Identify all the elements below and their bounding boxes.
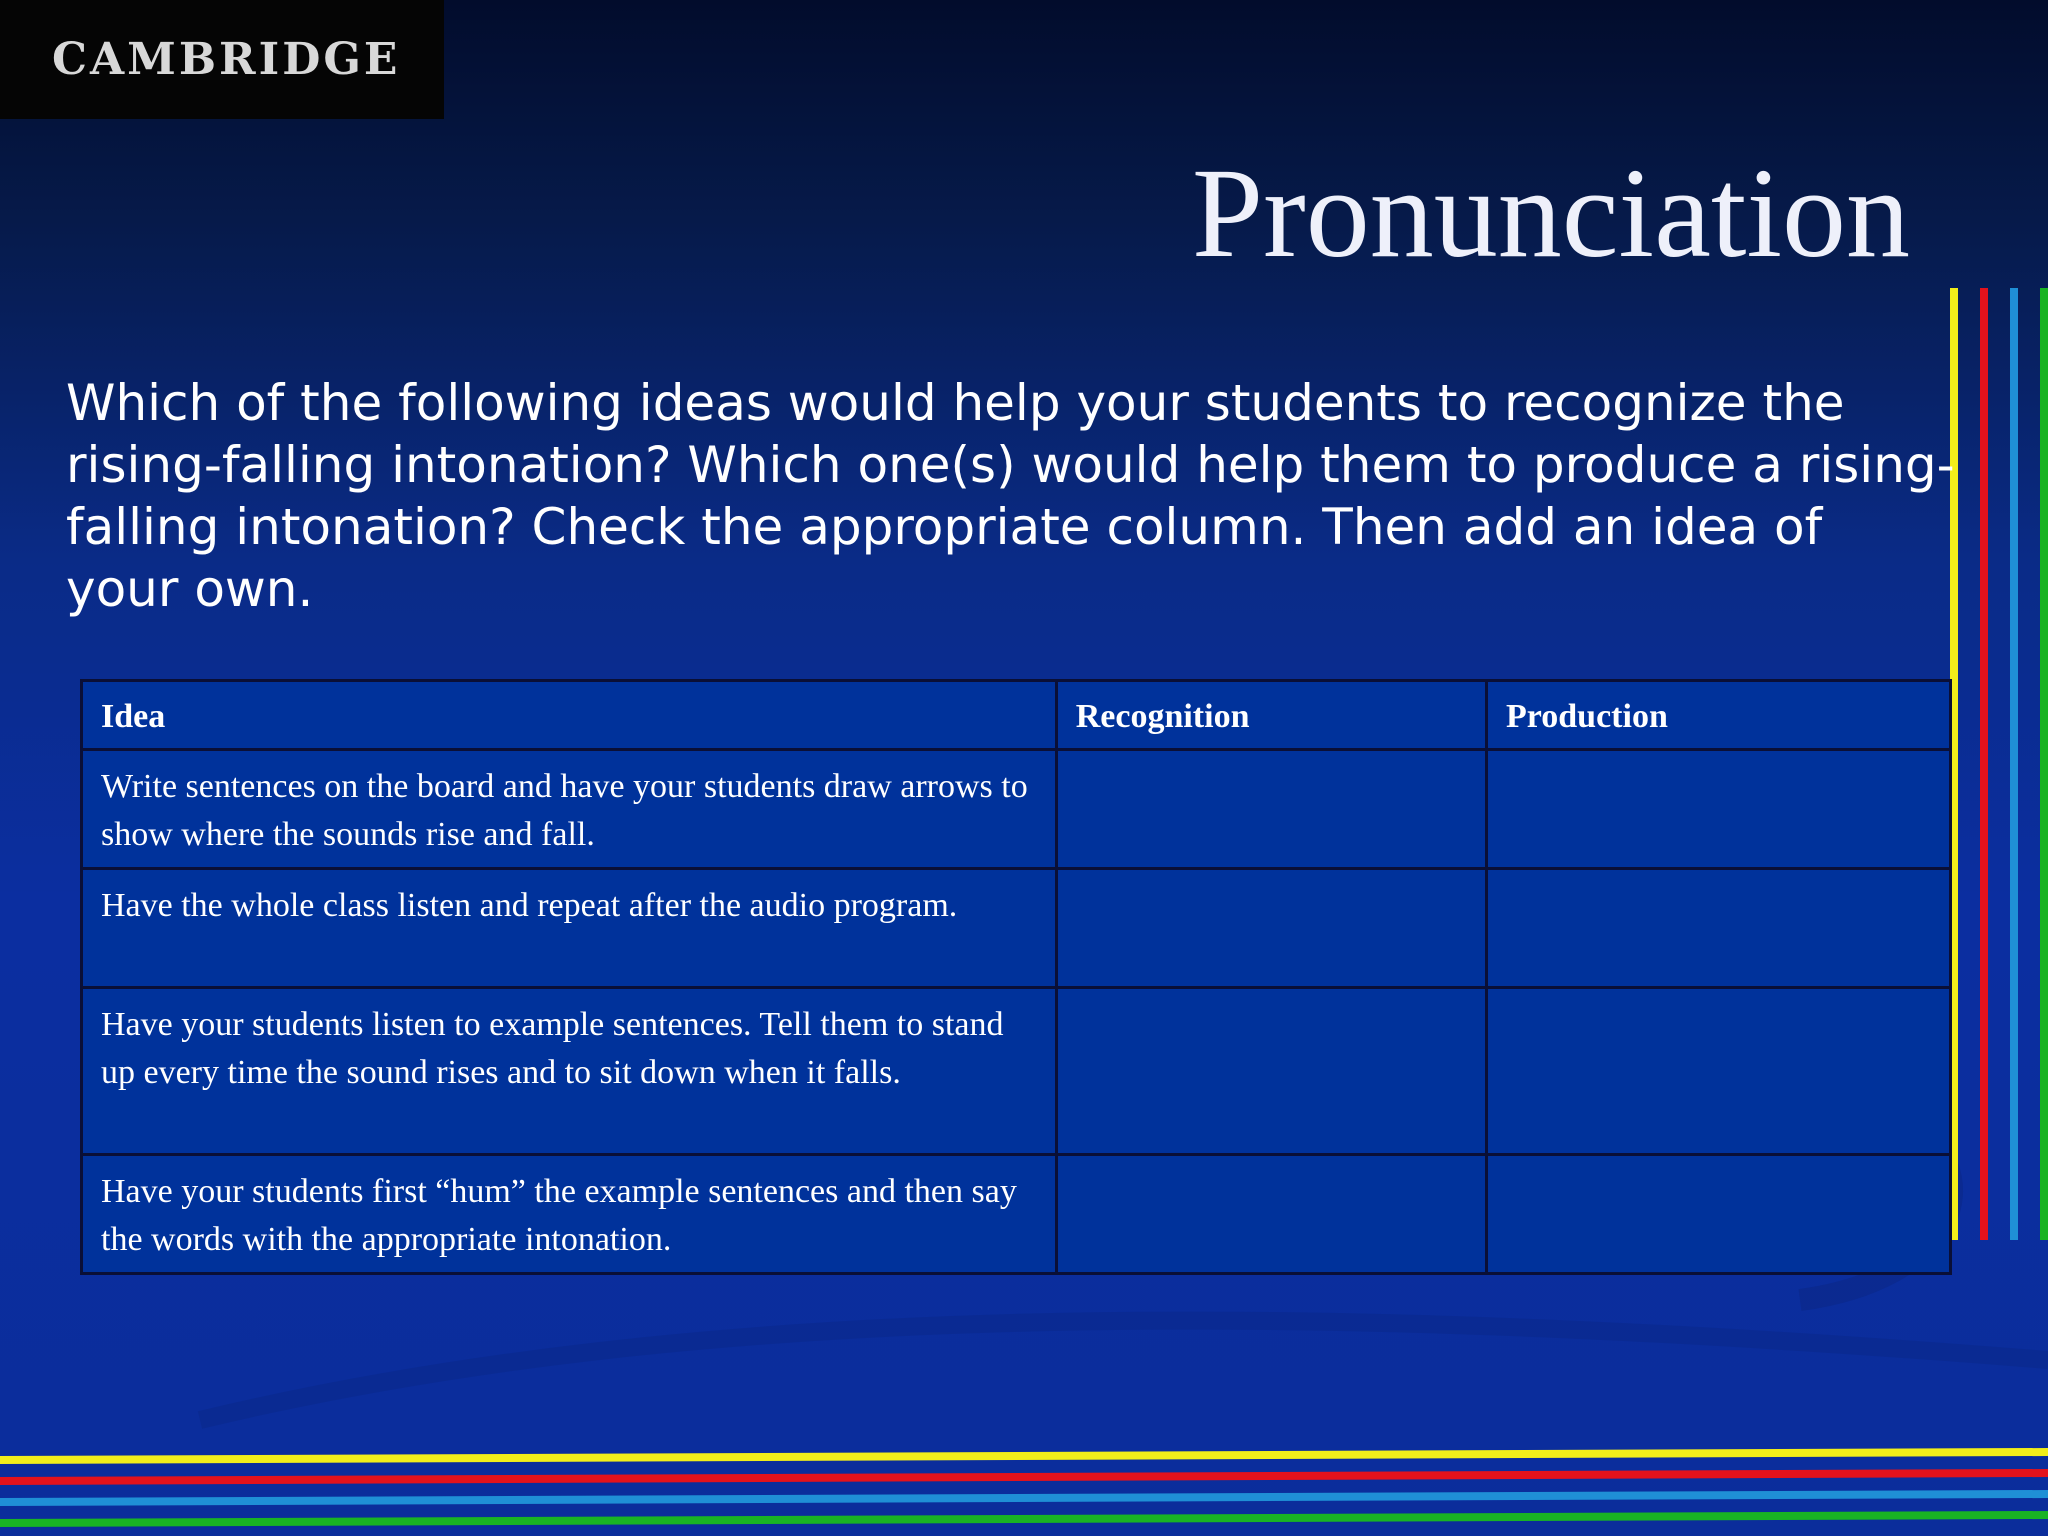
ideas-table: [80, 679, 1952, 1275]
idea-cell: Have your students listen to example sentences. Tell them to stand up every time the sound rises and to sit down when it falls.: [82, 988, 1057, 1155]
recognition-cell[interactable]: [1056, 869, 1486, 988]
production-cell[interactable]: [1487, 1155, 1951, 1274]
table-row: [82, 750, 1951, 869]
stripe-green-vertical: [2040, 288, 2048, 1240]
production-cell[interactable]: [1487, 750, 1951, 869]
stripe-blue-horizontal: [0, 1490, 2048, 1506]
stripe-red-vertical: [1980, 288, 1988, 1240]
table-header-row: [82, 681, 1951, 750]
production-cell[interactable]: [1487, 988, 1951, 1155]
production-cell[interactable]: [1487, 869, 1951, 988]
horizontal-decorative-stripes: [0, 1444, 2048, 1536]
table-row: [82, 869, 1951, 988]
stripe-yellow-horizontal: [0, 1448, 2048, 1464]
table-row: [82, 988, 1951, 1155]
stripe-red-horizontal: [0, 1469, 2048, 1485]
cambridge-logo: [0, 0, 444, 119]
header-idea: Idea: [82, 681, 1057, 750]
idea-cell: Have your students first “hum” the example sentences and then say the words with the appropriate intonation.: [82, 1155, 1057, 1274]
stripe-blue-vertical: [2010, 288, 2018, 1240]
vertical-decorative-stripes: [1950, 288, 2048, 1240]
recognition-cell[interactable]: [1056, 988, 1486, 1155]
logo-text: CAMBRIDGE: [52, 34, 401, 85]
question-text: Which of the following ideas would help your students to recognize the rising-falling intonation? Which one(s) would help them to produce a rising- falling intonation? Check the appropriate column. Then add an idea of your own.: [66, 374, 1955, 618]
idea-cell: Have the whole class listen and repeat after the audio program.: [82, 869, 1057, 988]
stripe-green-horizontal: [0, 1511, 2048, 1527]
header-recognition: Recognition: [1056, 681, 1486, 750]
idea-cell: Write sentences on the board and have your students draw arrows to show where the sounds rise and fall.: [82, 750, 1057, 869]
header-production: Production: [1487, 681, 1951, 750]
slide-title: Pronunciation: [1191, 142, 1910, 284]
table-row: [82, 1155, 1951, 1274]
recognition-cell[interactable]: [1056, 750, 1486, 869]
recognition-cell[interactable]: [1056, 1155, 1486, 1274]
